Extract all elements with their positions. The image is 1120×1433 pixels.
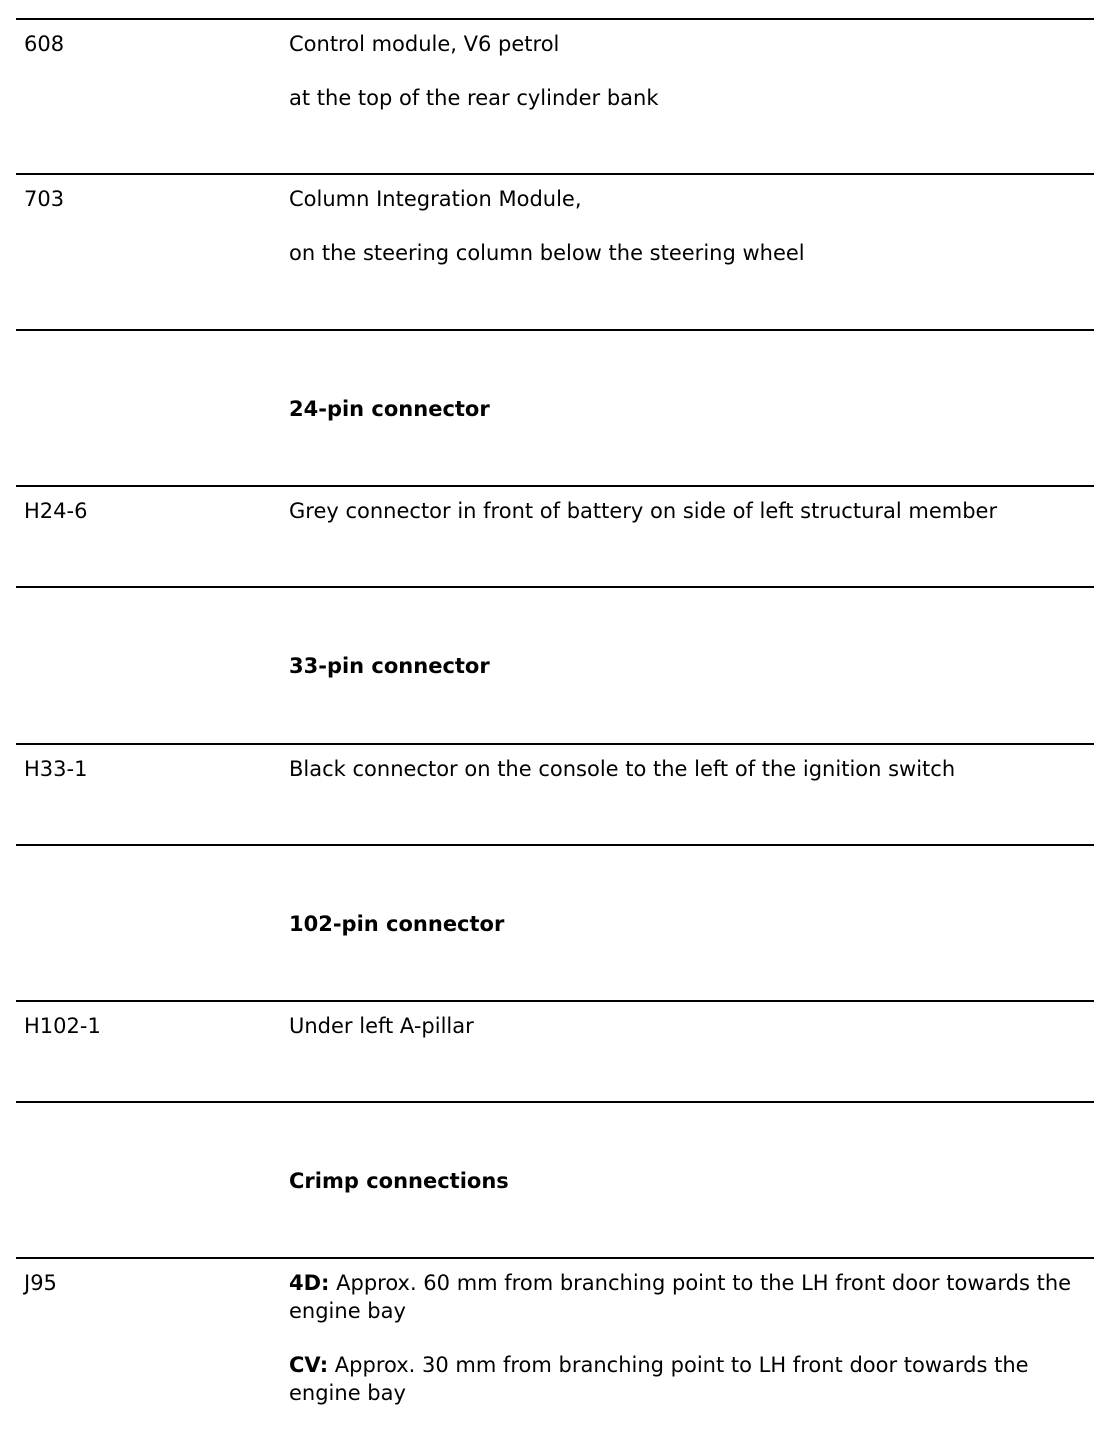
- description-line: Under left A-pillar: [289, 1014, 474, 1038]
- variant-note: [289, 1351, 1089, 1407]
- variant-label: CV:: [289, 1353, 329, 1377]
- component-code: 608: [24, 32, 65, 56]
- variant-text: Approx. 60 mm from branching point to the LH front door towards the engine bay: [289, 1271, 1072, 1323]
- description-line: on the steering column below the steering wheel: [289, 241, 805, 265]
- component-code: 703: [24, 187, 65, 211]
- description-line: Control module, V6 petrol: [289, 32, 560, 56]
- section-heading: 24-pin connector: [289, 397, 490, 421]
- component-code: H33-1: [24, 757, 88, 781]
- variant-note: [289, 1269, 1089, 1325]
- description-line: Black connector on the console to the left of the ignition switch: [289, 757, 956, 781]
- variant-label: 4D:: [289, 1271, 330, 1295]
- component-description: [289, 1269, 1089, 1433]
- component-description: [289, 1012, 1089, 1066]
- component-description: [289, 30, 1089, 138]
- section-heading-row: [16, 844, 1094, 1002]
- description-line: Column Integration Module,: [289, 187, 582, 211]
- table-row: [16, 743, 1094, 846]
- component-code: J95: [24, 1271, 57, 1295]
- component-code: H102-1: [24, 1014, 101, 1038]
- section-heading-row: [16, 329, 1094, 487]
- table-row: [16, 1257, 1094, 1419]
- component-code: H24-6: [24, 499, 88, 523]
- component-description: [289, 497, 1089, 551]
- description-line: at the top of the rear cylinder bank: [289, 86, 659, 110]
- section-heading: 102-pin connector: [289, 912, 505, 936]
- table-row: [16, 173, 1094, 331]
- table-row: [16, 1000, 1094, 1103]
- section-heading: 33-pin connector: [289, 654, 490, 678]
- component-description: [289, 185, 1089, 293]
- section-heading-row: [16, 586, 1094, 745]
- table-row: [16, 18, 1094, 175]
- variant-text: Approx. 30 mm from branching point to LH front door towards the engine bay: [289, 1353, 1029, 1405]
- component-description: [289, 755, 1089, 809]
- table-row: [16, 485, 1094, 588]
- section-heading-row: [16, 1101, 1094, 1259]
- description-line: Grey connector in front of battery on side of left structural member: [289, 499, 998, 523]
- section-heading: Crimp connections: [289, 1169, 509, 1193]
